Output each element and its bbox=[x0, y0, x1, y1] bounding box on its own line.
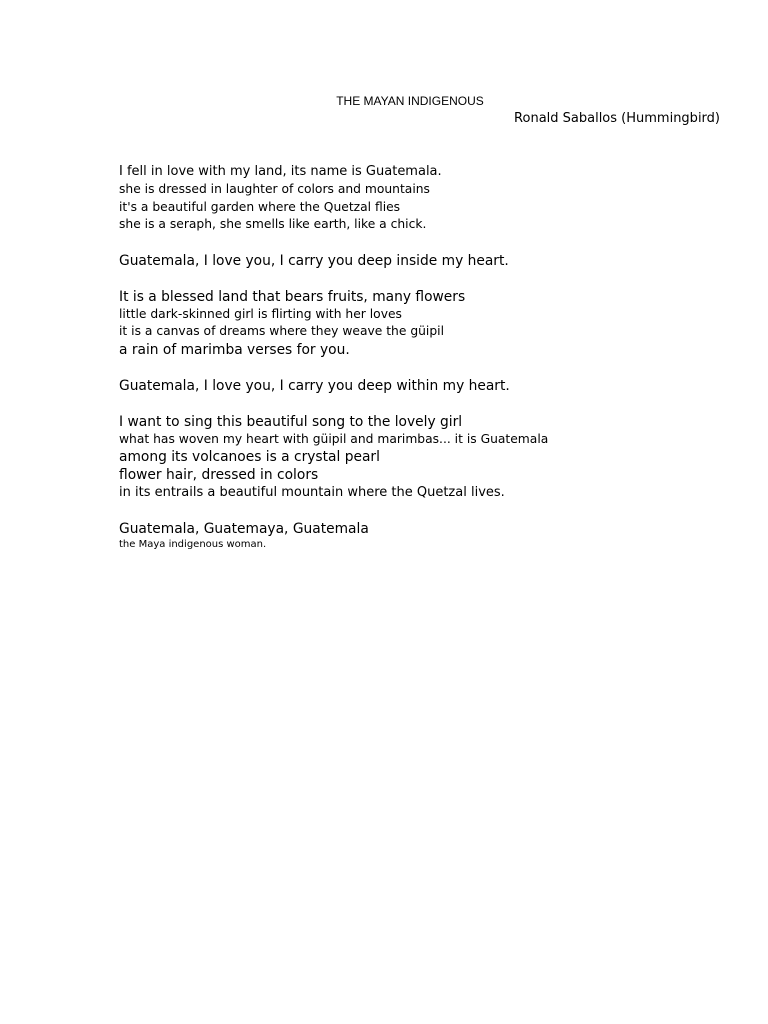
author-name: Ronald Saballos (Hummingbird) bbox=[514, 111, 720, 126]
stanza-6 bbox=[119, 520, 739, 552]
poem-line: it is a canvas of dreams where they weave the güipil bbox=[119, 324, 444, 338]
poem-line: it's a beautiful garden where the Quetzal flies bbox=[119, 199, 401, 214]
poem-line: little dark-skinned girl is flirting with her loves bbox=[119, 306, 402, 321]
poem-line: I want to sing this beautiful song to the lovely girl bbox=[119, 413, 463, 430]
poem-line: she is a seraph, she smells like earth, like a chick. bbox=[119, 217, 427, 231]
stanza-5 bbox=[119, 413, 739, 503]
stanza-4 bbox=[119, 377, 739, 395]
poem-line: I fell in love with my land, its name is Guatemala. bbox=[119, 164, 442, 179]
poem-line: the Maya indigenous woman. bbox=[119, 539, 267, 550]
poem-line: a rain of marimba verses for you. bbox=[119, 341, 350, 358]
document-title: THE MAYAN INDIGENOUS bbox=[336, 94, 484, 108]
poem-line: Guatemala, I love you, I carry you deep inside my heart. bbox=[119, 252, 509, 269]
stanza-gap bbox=[119, 359, 739, 377]
stanza-gap bbox=[119, 502, 739, 520]
poem-line: what has woven my heart with güipil and marimbas... it is Guatemala bbox=[119, 431, 549, 446]
poem-line: It is a blessed land that bears fruits, many flowers bbox=[119, 288, 466, 305]
poem-line: Guatemala, Guatemaya, Guatemala bbox=[119, 521, 369, 537]
stanza-gap bbox=[119, 234, 739, 252]
stanza-2 bbox=[119, 252, 739, 270]
poem-line: among its volcanoes is a crystal pearl bbox=[119, 449, 380, 465]
stanza-3 bbox=[119, 288, 739, 359]
stanza-gap bbox=[119, 395, 739, 413]
stanza-gap bbox=[119, 270, 739, 288]
poem-line: Guatemala, I love you, I carry you deep within my heart. bbox=[119, 377, 510, 394]
poem-line: she is dressed in laughter of colors and mountains bbox=[119, 182, 430, 196]
poem-body bbox=[119, 163, 739, 552]
poem-line: in its entrails a beautiful mountain where the Quetzal lives. bbox=[119, 485, 505, 500]
stanza-1 bbox=[119, 163, 739, 234]
poem-line: flower hair, dressed in colors bbox=[119, 467, 319, 483]
